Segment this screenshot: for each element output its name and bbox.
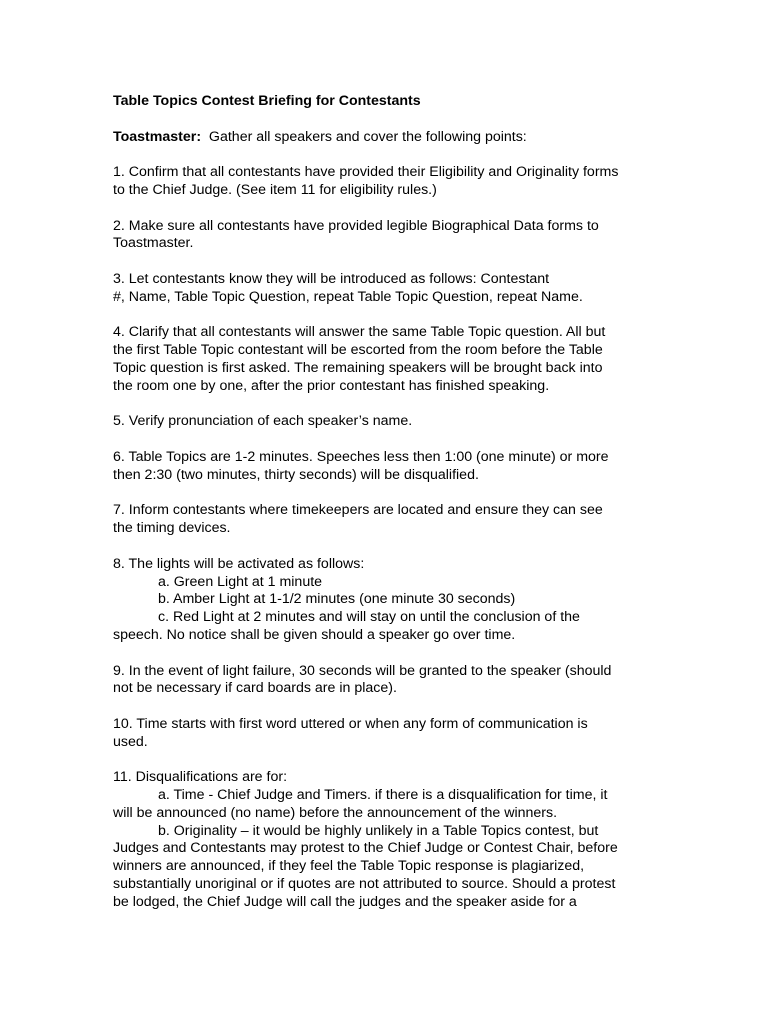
list-item — [113, 449, 668, 485]
sub-item-continuation: winners are announced, if they feel the Table Topic response is plagiarized, — [113, 858, 585, 875]
item-line: the first Table Topic contestant will be escorted from the room before the Table — [113, 342, 603, 359]
item-line: Topic question is first asked. The remaining speakers will be brought back into — [113, 359, 603, 376]
item-line: 7. Inform contestants where timekeepers are located and ensure they can see — [113, 502, 603, 519]
item-line: 4. Clarify that all contestants will answer the same Table Topic question. All but — [113, 324, 606, 341]
item-line: the room one by one, after the prior contestant has finished speaking. — [113, 377, 550, 394]
items-list — [113, 164, 668, 911]
sub-item-continuation: speech. No notice shall be given should a speaker go over time. — [113, 626, 516, 643]
list-item — [113, 271, 668, 307]
intro-label: Toastmaster: — [113, 128, 202, 145]
item-line: 11. Disqualifications are for: — [113, 769, 288, 786]
list-item — [113, 413, 668, 431]
sub-item-line: c. Red Light at 2 minutes and will stay on until the conclusion of the — [158, 609, 580, 626]
item-line: 8. The lights will be activated as follows: — [113, 555, 365, 572]
intro-paragraph — [113, 129, 668, 147]
list-item — [113, 556, 668, 645]
item-line: 6. Table Topics are 1-2 minutes. Speeches less then 1:00 (one minute) or more — [113, 448, 609, 465]
document-title: Table Topics Contest Briefing for Contestants — [113, 93, 421, 109]
item-line: 5. Verify pronunciation of each speaker’s name. — [113, 413, 413, 430]
item-line: the timing devices. — [113, 520, 231, 537]
item-line: used. — [113, 733, 148, 750]
sub-item-line: b. Originality – it would be highly unlikely in a Table Topics contest, but — [158, 822, 599, 839]
sub-item-continuation: Judges and Contestants may protest to the Chief Judge or Contest Chair, before — [113, 840, 618, 857]
item-line: 3. Let contestants know they will be introduced as follows: Contestant — [113, 270, 550, 287]
item-line: 2. Make sure all contestants have provided legible Biographical Data forms to — [113, 217, 599, 234]
sub-item-line: a. Time - Chief Judge and Timers. if there is a disqualification for time, it — [158, 787, 608, 804]
item-line: Toastmaster. — [113, 235, 194, 252]
sub-item-continuation: be lodged, the Chief Judge will call the judges and the speaker aside for a — [113, 893, 577, 910]
intro-text: Gather all speakers and cover the following points: — [201, 128, 527, 145]
document-body — [113, 93, 668, 929]
item-line: not be necessary if card boards are in place). — [113, 680, 397, 697]
list-item — [113, 324, 668, 395]
item-line: 10. Time starts with first word uttered or when any form of communication is — [113, 715, 588, 732]
sub-item-line: b. Amber Light at 1-1/2 minutes (one minute 30 seconds) — [158, 591, 516, 608]
sub-item-line: a. Green Light at 1 minute — [158, 573, 323, 590]
item-line: 9. In the event of light failure, 30 seconds will be granted to the speaker (should — [113, 662, 612, 679]
sub-item-continuation: will be announced (no name) before the announcement of the winners. — [113, 804, 558, 821]
item-line: to the Chief Judge. (See item 11 for eligibility rules.) — [113, 181, 437, 198]
list-item — [113, 218, 668, 254]
list-item — [113, 502, 668, 538]
list-item — [113, 663, 668, 699]
item-line: then 2:30 (two minutes, thirty seconds) will be disqualified. — [113, 466, 479, 483]
list-item — [113, 769, 668, 911]
item-line: #, Name, Table Topic Question, repeat Table Topic Question, repeat Name. — [113, 288, 583, 305]
item-line: 1. Confirm that all contestants have provided their Eligibility and Originality forms — [113, 164, 619, 181]
list-item — [113, 164, 668, 200]
sub-item-continuation: substantially unoriginal or if quotes are not attributed to source. Should a protest — [113, 876, 616, 893]
list-item — [113, 716, 668, 752]
